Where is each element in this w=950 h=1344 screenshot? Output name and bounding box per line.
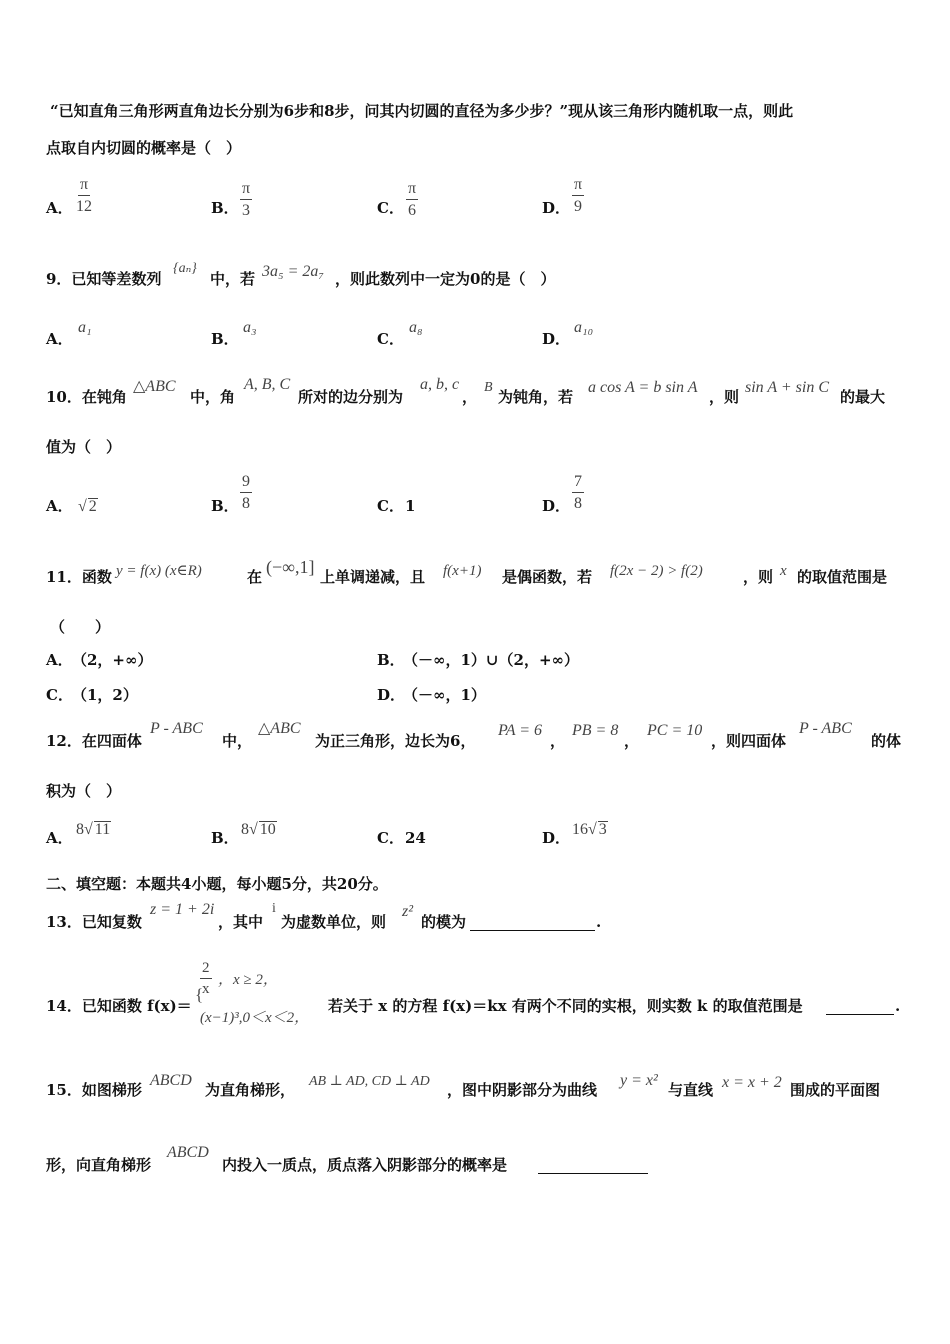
q14-brace: { xyxy=(195,985,204,1004)
q13-stem-part3: 为虚数单位，则 xyxy=(281,913,387,931)
q9-option-a-label: A． xyxy=(46,330,73,348)
q9-option-a-value: a₁ xyxy=(78,319,92,336)
q10-stem-part3: 所对的边分别为 xyxy=(298,388,404,406)
q12-triangle: △ABC xyxy=(258,720,301,737)
q15-trapezoid: ABCD xyxy=(150,1072,192,1089)
q14-answer-blank[interactable] xyxy=(826,997,894,1015)
q12-stem-part2: 中， xyxy=(222,732,253,750)
q11-function: y = f(x) (x∈R) xyxy=(116,563,202,579)
q12-option-b-label: B． xyxy=(211,829,239,847)
q12-option-a-label: A． xyxy=(46,829,73,847)
q15-perpendicular: AB ⊥ AD, CD ⊥ AD xyxy=(309,1074,430,1089)
q13-end: . xyxy=(596,913,602,931)
q13-complex-number: z = 1 + 2i xyxy=(150,901,215,918)
q12-option-d-value: 16√ 3 xyxy=(572,821,607,838)
q15-stem-line2a: 形，向直角梯形 xyxy=(46,1156,152,1174)
q12-option-d-label: D． xyxy=(542,829,571,847)
q10-expression: sin A + sin C xyxy=(745,379,830,396)
q11-stem-part3: 上单调递减，且 xyxy=(320,568,426,586)
q13-imaginary-unit: i xyxy=(272,901,276,916)
q12-tetrahedron-2: P - ABC xyxy=(799,720,852,737)
q12-option-a-value: 8√ 11 xyxy=(76,821,111,838)
q11-interval: (−∞,1] xyxy=(266,557,315,577)
q8-option-a-label: A． xyxy=(46,199,73,217)
q9-option-b-label: B． xyxy=(211,330,239,348)
q11-stem-part5: ，则 xyxy=(743,568,774,586)
q10-angles: A, B, C xyxy=(244,376,291,393)
q11-inequality: f(2x − 2) > f(2) xyxy=(610,563,703,579)
q12-option-c-value: 24 xyxy=(405,829,426,847)
q14-case1-fraction: $\frac{2}{x}$ xyxy=(202,960,210,997)
q11-option-c-label: C． xyxy=(46,686,73,704)
q10-stem-part4: 为钝角，若 xyxy=(498,388,574,406)
q13-stem-part1: 13．已知复数 xyxy=(46,913,142,931)
q12-pc: PC = 10 xyxy=(647,722,703,739)
q12-comma1: ， xyxy=(550,732,566,750)
q15-answer-blank[interactable] xyxy=(538,1156,648,1174)
q11-option-d-label: D． xyxy=(377,686,406,704)
q12-option-c-label: C． xyxy=(377,829,404,847)
q9-stem-part3: ，则此数列中一定为0的是（ ） xyxy=(335,270,556,288)
q11-stem-line2: （ ） xyxy=(50,618,111,636)
q12-stem-line2: 积为（ ） xyxy=(46,782,122,800)
section-2-heading: 二、填空题：本题共4小题，每小题5分，共20分。 xyxy=(46,875,388,893)
q10-stem-line2: 值为（ ） xyxy=(46,438,122,456)
q10-option-d-fraction: $\frac{7}{8}$ xyxy=(574,473,582,512)
q10-stem-part5: ，则 xyxy=(709,388,740,406)
q12-tetrahedron: P - ABC xyxy=(150,720,203,737)
q12-stem-part5: 的体 xyxy=(871,732,902,750)
q11-variable: x xyxy=(780,563,787,579)
q9-option-d-label: D． xyxy=(542,330,571,348)
q10-option-b-label: B． xyxy=(211,497,239,515)
q8-option-b-fraction: $\frac{\pi}{3}$ xyxy=(242,180,251,219)
q11-option-b-label: B． xyxy=(377,651,405,669)
q8-option-d-label: D． xyxy=(542,199,571,217)
q10-sides: a, b, c xyxy=(420,376,460,393)
q10-option-c-value: 1 xyxy=(405,497,416,515)
q13-stem-part2: ，其中 xyxy=(218,913,264,931)
q10-option-c-label: C． xyxy=(377,497,404,515)
q9-stem-part2: 中，若 xyxy=(210,270,256,288)
q10-triangle: △ABC xyxy=(133,378,176,395)
q10-option-b-fraction: $\frac{9}{8}$ xyxy=(242,473,250,512)
q15-stem-part3: ，图中阴影部分为曲线 xyxy=(447,1081,598,1099)
q10-stem-part2: 中，角 xyxy=(190,388,236,406)
q15-trapezoid-2: ABCD xyxy=(167,1144,209,1161)
q15-stem-line2b: 内投入一质点，质点落入阴影部分的概率是 xyxy=(222,1156,508,1174)
q10-angle-b: B xyxy=(484,380,493,395)
q12-pb: PB = 8 xyxy=(572,722,619,739)
q8-option-c-label: C． xyxy=(377,199,404,217)
q9-stem-part1: 9．已知等差数列 xyxy=(46,270,162,288)
q15-stem-part4: 与直线 xyxy=(668,1081,714,1099)
q10-option-a-sqrt: √ 2 xyxy=(78,498,97,515)
q10-stem-part1: 10．在钝角 xyxy=(46,388,127,406)
q11-stem-part1: 11．函数 xyxy=(46,568,112,586)
q8-option-b-label: B． xyxy=(211,199,239,217)
q11-stem-part4: 是偶函数，若 xyxy=(502,568,593,586)
q15-stem-part2: 为直角梯形， xyxy=(205,1081,296,1099)
q13-z-squared: z² xyxy=(402,903,414,920)
q12-option-b-value: 8√ 10 xyxy=(241,821,276,838)
q11-option-b-value: （－∞，1）∪（2，+∞） xyxy=(403,651,580,669)
q11-option-d-value: （－∞，1） xyxy=(403,686,486,704)
q15-line: x = x + 2 xyxy=(722,1074,782,1091)
q11-option-a-value: （2，+∞） xyxy=(72,651,153,669)
q10-option-d-label: D． xyxy=(542,497,571,515)
q9-option-b-value: a₃ xyxy=(243,319,257,336)
q9-sequence: {aₙ} xyxy=(173,261,197,276)
q12-pa: PA = 6 xyxy=(498,722,542,739)
q11-option-c-value: （1，2） xyxy=(72,686,138,704)
q14-stem-part2: 若关于 x 的方程 f(x)＝kx 有两个不同的实根，则实数 k 的取值范围是 xyxy=(328,997,803,1015)
q14-stem-part1: 14．已知函数 f(x)＝ xyxy=(46,997,192,1015)
q10-comma: ， xyxy=(462,388,478,406)
q8-stem-line1: “已知直角三角形两直角边长分别为6步和8步，问其内切圆的直径为多少步？”现从该三角形内随机取一点，则此 xyxy=(50,102,794,120)
q12-comma2: ， xyxy=(624,732,640,750)
q11-stem-part6: 的取值范围是 xyxy=(797,568,888,586)
q14-case2: (x−1)³,0＜x＜2， xyxy=(200,1010,310,1026)
q8-option-c-fraction: $\frac{\pi}{6}$ xyxy=(408,180,417,219)
q10-stem-part6: 的最大 xyxy=(840,388,886,406)
q9-condition: 3a₅ = 2a₇ xyxy=(262,263,324,280)
q8-option-a-fraction: $\frac{\pi}{12}$ xyxy=(76,176,92,215)
q10-condition: a cos A = b sin A xyxy=(588,379,698,396)
q11-option-a-label: A． xyxy=(46,651,73,669)
q12-stem-part3: 为正三角形，边长为6， xyxy=(315,732,476,750)
q8-stem-line2: 点取自内切圆的概率是（ ） xyxy=(46,139,242,157)
q9-option-d-value: a₁₀ xyxy=(574,319,594,336)
q14-case1-condition: ，x ≥ 2， xyxy=(218,972,278,988)
q10-option-a-label: A． xyxy=(46,497,73,515)
q9-option-c-value: a₈ xyxy=(409,319,423,336)
q11-even-function: f(x+1) xyxy=(443,563,482,579)
q14-end: . xyxy=(895,997,901,1015)
q12-stem-part1: 12．在四面体 xyxy=(46,732,142,750)
q15-stem-part1: 15．如图梯形 xyxy=(46,1081,142,1099)
q13-answer-blank[interactable] xyxy=(470,913,595,931)
q11-stem-part2: 在 xyxy=(247,568,263,586)
q8-option-d-fraction: $\frac{\pi}{9}$ xyxy=(574,176,583,215)
q15-stem-part5: 围成的平面图 xyxy=(790,1081,881,1099)
q15-curve: y = x² xyxy=(620,1072,658,1089)
q13-stem-part4: 的模为 xyxy=(421,913,467,931)
q9-option-c-label: C． xyxy=(377,330,404,348)
q12-stem-part4: ，则四面体 xyxy=(711,732,787,750)
